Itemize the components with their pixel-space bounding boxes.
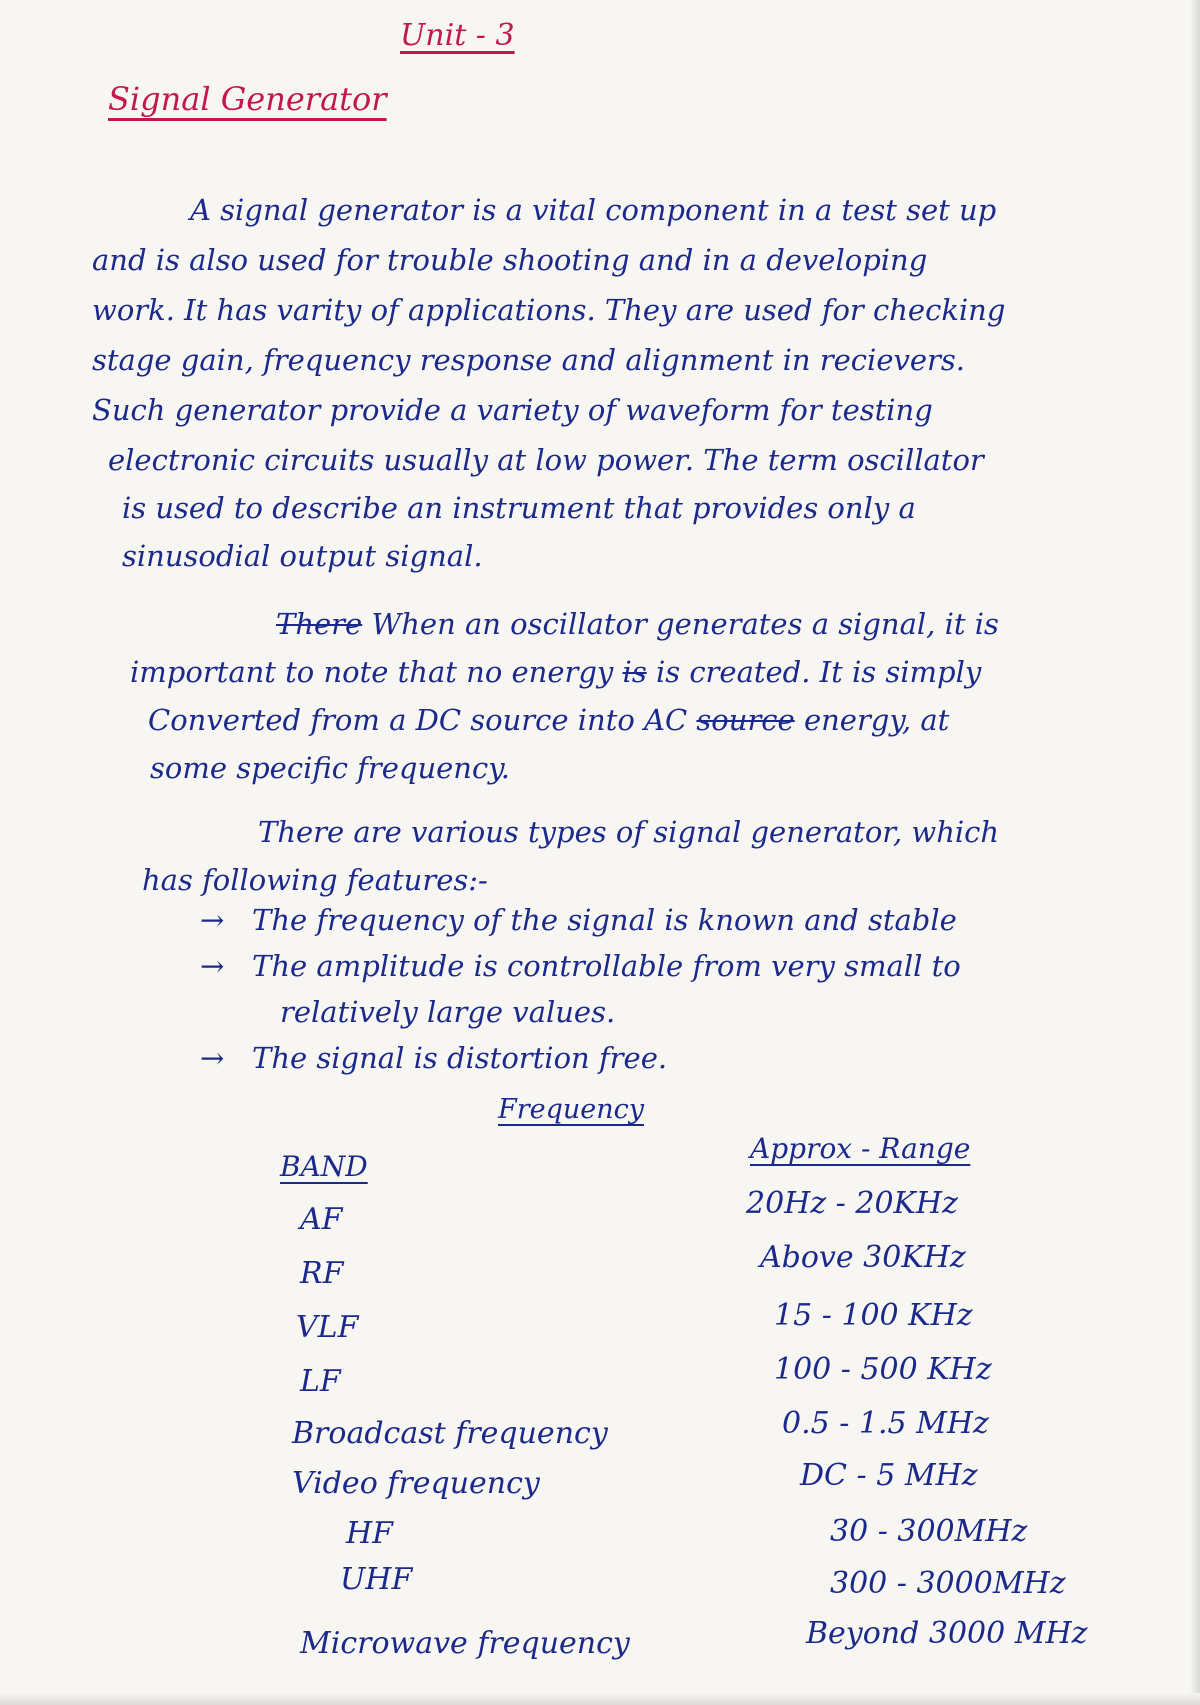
table-row-band: Microwave frequency	[300, 1626, 630, 1661]
table-row-range: DC - 5 MHz	[800, 1458, 978, 1493]
table-row-band: Video frequency	[292, 1466, 540, 1501]
paragraph2-text: Converted from a DC source into AC	[148, 703, 688, 737]
table-row-range: 20Hz - 20KHz	[746, 1186, 958, 1221]
paragraph2-line	[130, 655, 982, 689]
arrow-icon: →	[200, 1041, 225, 1075]
struck-word: is	[622, 655, 647, 689]
bullet-item	[200, 903, 957, 937]
paragraph1-line: stage gain, frequency response and alignment in recievers.	[92, 343, 965, 377]
paragraph2-line: some specific frequency.	[150, 751, 510, 785]
table-row-range: 100 - 500 KHz	[774, 1352, 992, 1387]
table-row-range: 0.5 - 1.5 MHz	[782, 1406, 989, 1441]
paragraph2-text: energy, at	[803, 703, 950, 737]
table-row-band: Broadcast frequency	[292, 1416, 608, 1451]
paragraph1-line: Such generator provide a variety of waveform for testing	[92, 393, 933, 427]
unit-title: Unit - 3	[400, 18, 515, 53]
paragraph2-text: important to note that no energy	[130, 655, 614, 689]
paragraph2-line	[148, 703, 950, 737]
paragraph1-line: is used to describe an instrument that provides only a	[122, 491, 916, 525]
paragraph1-line: sinusodial output signal.	[122, 539, 483, 573]
bullet-text: The amplitude is controllable from very small to	[252, 949, 961, 983]
table-row-band: RF	[300, 1256, 344, 1291]
range-column-header: Approx - Range	[750, 1132, 971, 1165]
arrow-icon: →	[200, 903, 225, 937]
paragraph2-text: is created. It is simply	[655, 655, 982, 689]
paragraph2-text: When an oscillator generates a signal, it is	[371, 607, 999, 641]
table-row-band: VLF	[296, 1310, 359, 1345]
frequency-table-title: Frequency	[498, 1094, 645, 1125]
table-row-range: Beyond 3000 MHz	[806, 1616, 1088, 1651]
page-heading: Signal Generator	[108, 80, 387, 118]
paragraph1-line: and is also used for trouble shooting and in a developing	[92, 243, 928, 277]
table-row-range: 300 - 3000MHz	[830, 1566, 1066, 1601]
table-row-range: 15 - 100 KHz	[774, 1298, 973, 1333]
bullet-continuation: relatively large values.	[280, 995, 616, 1029]
bullet-item	[200, 1041, 668, 1075]
table-row-band: UHF	[340, 1562, 413, 1597]
paragraph1-line: A signal generator is a vital component in a test set up	[190, 193, 997, 227]
table-row-range: Above 30KHz	[760, 1240, 966, 1275]
paragraph1-line: electronic circuits usually at low power. The term oscillator	[108, 443, 984, 477]
paragraph2-line	[276, 607, 999, 641]
arrow-icon: →	[200, 949, 225, 983]
paragraph3-line: There are various types of signal generator, which	[258, 815, 1000, 849]
page-edge-shadow	[1190, 0, 1200, 1705]
paragraph3-line: has following features:-	[142, 863, 488, 897]
bullet-item	[200, 949, 961, 983]
paragraph1-line: work. It has varity of applications. They are used for checking	[92, 293, 1006, 327]
table-row-band: AF	[300, 1202, 343, 1237]
bullet-text: The frequency of the signal is known and stable	[252, 903, 957, 937]
table-row-band: HF	[346, 1516, 393, 1551]
struck-word: source	[696, 703, 795, 737]
band-column-header: BAND	[280, 1150, 368, 1183]
table-row-range: 30 - 300MHz	[830, 1514, 1028, 1549]
page-edge-shadow	[0, 1693, 1200, 1705]
bullet-text: The signal is distortion free.	[252, 1041, 668, 1075]
struck-word: There	[276, 607, 363, 641]
table-row-band: LF	[300, 1364, 341, 1399]
